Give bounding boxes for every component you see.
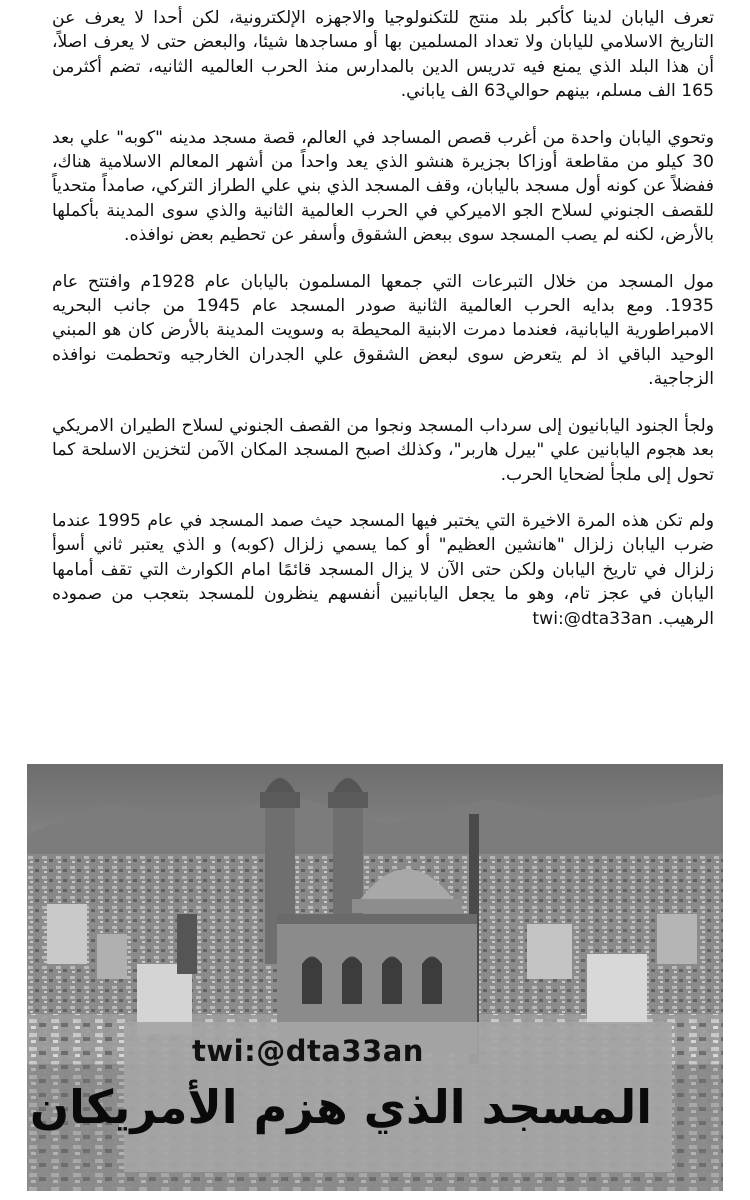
article-body: [52, 6, 714, 653]
banner-title: المسجد الذي هزم الأمريكان: [29, 1080, 652, 1134]
paragraph-history: مول المسجد من خلال التبرعات التي جمعها المسلمون باليابان عام 1928م وافتتح عام 1935. ومع بدايه الحرب العالمية الثانية صودر المسجد عام 1945 من جانب البحريه الامبراطورية اليابانية، فعندما دمرت الابنية المحيطة به وسويت المدينة بالأرض كان هو المبني الوحيد الباقي اذ لم يتعرض سوى لبعض الشقوق علي الجدران الخارجيه وتحطمت نوافذه الزجاجية.: [52, 271, 714, 390]
mosque-photo: [27, 764, 723, 1191]
paragraph-kobe-mosque: وتحوي اليابان واحدة من أغرب قصص المساجد في العالم، قصة مسجد مدينه "كوبه" علي بعد 30 كيلو من مقاطعة أوزاكا بجزيرة هنشو الذي يعد واحداً من أشهر المعالم الاسلامية هناك، ففضلاً عن كونه أول مسجد باليابان، وقف المسجد الذي بني علي الطراز التركي، صامداً متحدياً للقصف الجنوني لسلاح الجو الاميركي في الحرب العالمية الثانية والذي سوى المدينة بأكملها بالأرض، لكنه لم يصب المسجد سوى ببعض الشقوق وأسفر عن تحطيم بعض نوافذه.: [52, 127, 714, 246]
paragraph-earthquake: [52, 509, 714, 631]
paragraph-intro: تعرف اليابان لدينا كأكبر بلد منتج للتكنولوجيا والاجهزه الإلكترونية، لكن أحدا لا يعرف عن التاريخ الاسلامي لليابان ولا تعداد المسلمين بها أو مساجدها شيئا، والبعض حتى لا يعرف اصلاً، أن هذا البلد الذي يمنع فيه تدريس الدين بالمدارس منذ الحرب العالميه الثانيه، تضم أكثرمن 165 الف مسلم، بينهم حوالي63 الف ياباني.: [52, 8, 714, 102]
banner-twitter-handle: twi:@dta33an: [192, 1034, 424, 1068]
title-banner: [29, 1022, 672, 1172]
paragraph-earthquake-text: ولم تكن هذه المرة الاخيرة التي يختبر فيها المسجد حيث صمد المسجد في عام 1995 عندما ضرب اليابان زلزال "هانشين العظيم" أو كما يسمي زلزال (كوبه) و الذي يعتبر ثاني أسوأ زلزال في تاريخ اليابان ولكن حتى الآن لا يزال المسجد قائمًا امام الكوارث التي تقف أمامها اليابان في عجز تام، وهو ما يجعل اليابانيين أنفسهم ينظرون للمسجد بتعجب من صموده الرهيب.: [52, 510, 714, 629]
article-twitter-handle: twi:@dta33an: [532, 608, 653, 629]
paragraph-shelter: ولجأ الجنود اليابانيون إلى سرداب المسجد ونجوا من القصف الجنوني لسلاح الطيران الامريكي بعد هجوم اليابانين علي "بيرل هاربر"، وكذلك اصبح المسجد المكان الآمن لتخزين الاسلحة كما تحول إلى ملجأ لضحايا الحرب.: [52, 415, 714, 485]
